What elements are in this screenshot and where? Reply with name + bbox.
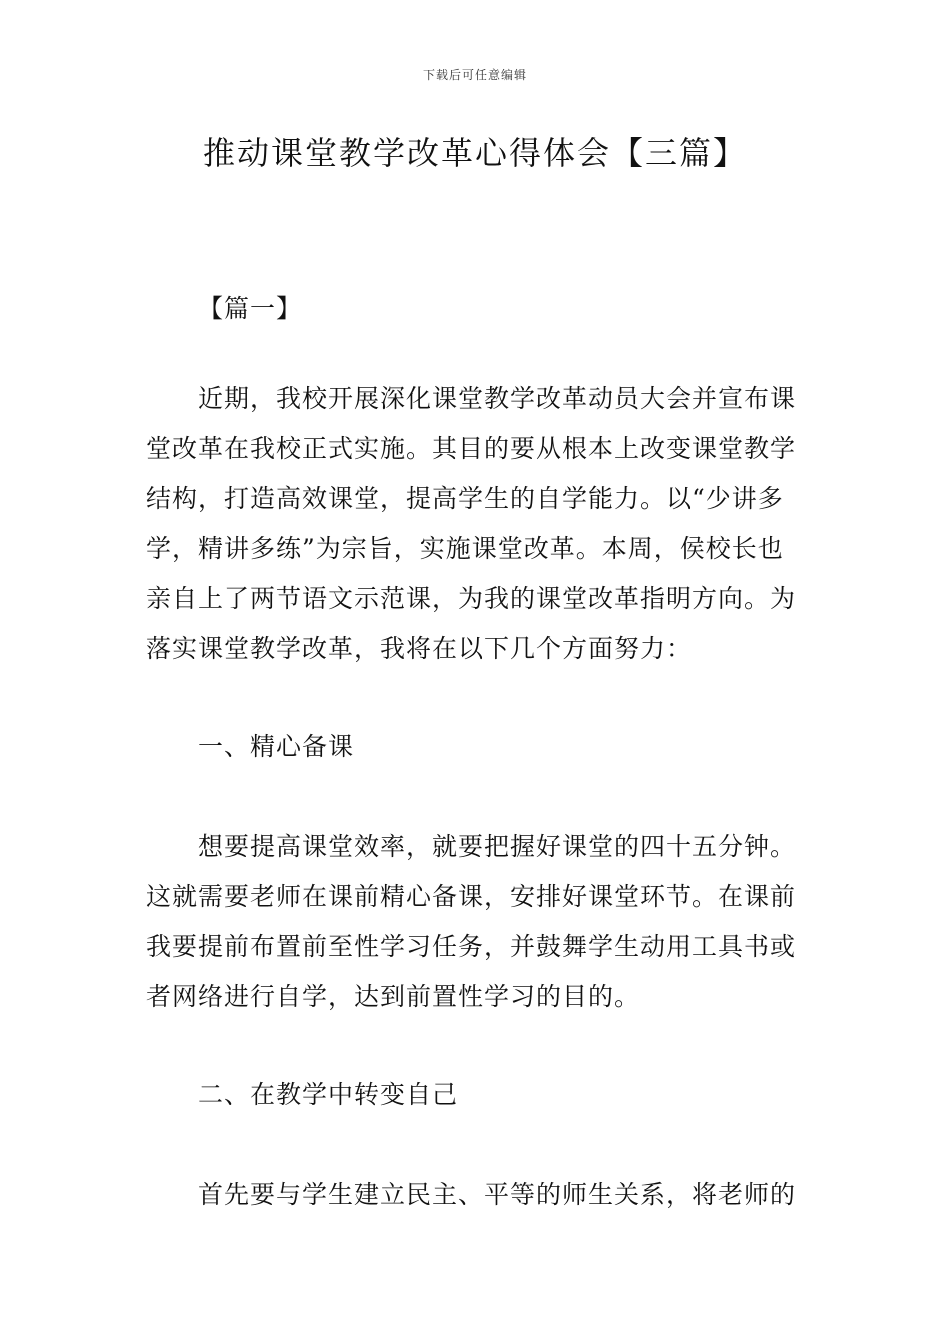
paragraph-line: 亲自上了两节语文示范课，为我的课堂改革指明方向。为 [146,584,797,613]
paragraph-line: 想要提高课堂效率，就要把握好课堂的四十五分钟。 [198,832,797,861]
header-note: 下载后可任意编辑 [422,68,527,82]
paragraph-line: 这就需要老师在课前精心备课，安排好课堂环节。在课前 [146,882,797,911]
heading-2: 二、在教学中转变自己 [198,1080,459,1109]
paragraph-line: 堂改革在我校正式实施。其目的要从根本上改变课堂教学 [146,434,797,463]
paragraph-line: 结构，打造高效课堂，提高学生的自学能力。以“少讲多 [146,484,784,513]
section-label: 【篇一】 [198,294,303,323]
paragraph-line: 首先要与学生建立民主、平等的师生关系，将老师的 [198,1180,797,1209]
paragraph-line: 近期，我校开展深化课堂教学改革动员大会并宣布课 [198,384,797,413]
paragraph-line: 落实课堂教学改革，我将在以下几个方面努力： [146,634,693,663]
heading-1: 一、精心备课 [198,732,355,761]
paragraph-1 [146,374,808,674]
paragraph-3 [146,1170,808,1220]
paragraph-line: 学，精讲多练”为宗旨，实施课堂改革。本周，侯校长也 [146,534,784,563]
paragraph-2 [146,822,808,1022]
paragraph-line: 我要提前布置前至性学习任务，并鼓舞学生动用工具书或 [146,932,797,961]
paragraph-line: 者网络进行自学，达到前置性学习的目的。 [146,982,641,1011]
document-title: 推动课堂教学改革心得体会【三篇】 [202,134,747,172]
